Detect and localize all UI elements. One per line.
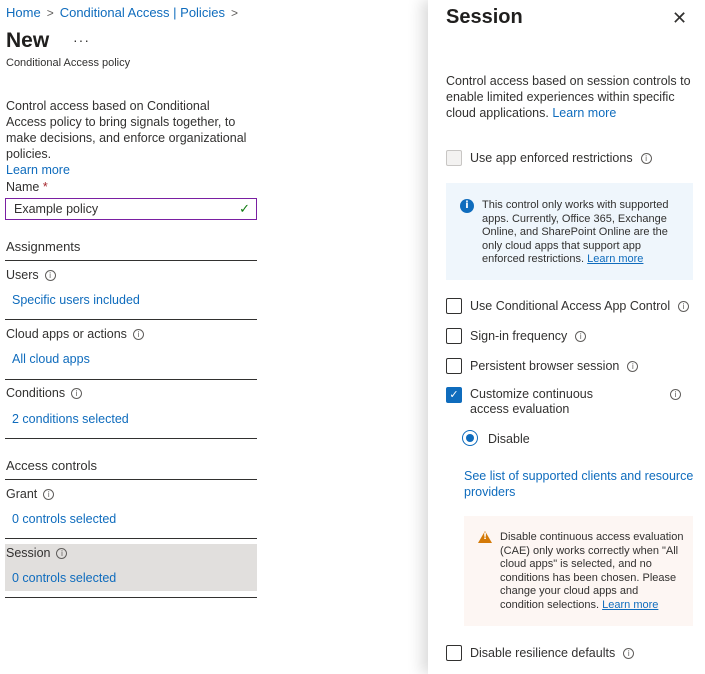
warning-exclamation: ! (483, 532, 488, 542)
disable-radio[interactable] (462, 430, 478, 446)
warning-message-bar (464, 516, 693, 626)
persistent-browser-text: Persistent browser session (470, 359, 620, 373)
info-icon[interactable]: i (670, 389, 681, 400)
cae-label (470, 387, 630, 417)
info-icon[interactable]: i (641, 153, 652, 164)
name-input-value: Example policy (14, 202, 99, 216)
divider (5, 597, 257, 598)
checkmark-icon: ✓ (449, 388, 459, 401)
signin-frequency-label (470, 329, 586, 343)
ca-app-control-text: Use Conditional Access App Control (470, 299, 671, 313)
info-icon[interactable]: i (133, 329, 144, 340)
name-label (6, 180, 48, 194)
cloud-apps-selection-link[interactable]: All cloud apps (12, 352, 90, 366)
panel-learn-more-link[interactable]: Learn more (552, 106, 617, 120)
supported-clients-link[interactable]: See list of supported clients and resource providers (464, 469, 694, 499)
grant-label-text: Grant (6, 487, 38, 501)
info-icon[interactable]: i (43, 489, 54, 500)
info-icon[interactable]: i (45, 270, 56, 281)
session-selection-link[interactable]: 0 controls selected (12, 571, 117, 585)
conditions-label (6, 386, 82, 400)
conditions-selection-link[interactable]: 2 conditions selected (12, 412, 129, 426)
checkmark-icon: ✓ (239, 201, 250, 216)
info-learn-more-link[interactable]: Learn more (587, 253, 644, 265)
divider (5, 260, 257, 261)
name-input[interactable] (5, 198, 257, 220)
divider (5, 479, 257, 480)
session-label (6, 546, 67, 560)
resilience-text: Disable resilience defaults (470, 646, 616, 660)
panel-title: Session (446, 6, 523, 28)
disable-radio-label: Disable (488, 432, 530, 446)
cae-checkbox[interactable] (446, 387, 462, 403)
panel-description (446, 73, 694, 121)
warning-message-text (500, 531, 685, 612)
panel-description-text: Control access based on session controls to enable limited experiences within specific cloud applications. (446, 74, 691, 120)
assignments-heading: Assignments (6, 239, 81, 254)
breadcrumb-policies[interactable]: Conditional Access | Policies (59, 5, 225, 20)
ca-app-control-label (470, 299, 689, 313)
persistent-browser-checkbox[interactable] (446, 358, 462, 374)
info-icon: i (460, 199, 474, 213)
warning-message-body: Disable continuous access evaluation (CAE) only works correctly when "All cloud apps" is selected, and no conditions has been chosen. Please change your cloud apps and condition selections. (500, 531, 684, 611)
ca-app-control-checkbox[interactable] (446, 298, 462, 314)
users-label-text: Users (6, 268, 39, 282)
cae-text: Customize continuous access evaluation (470, 387, 593, 416)
learn-more-link[interactable]: Learn more (6, 163, 70, 177)
breadcrumb (6, 5, 238, 20)
chevron-right-icon: > (46, 5, 54, 20)
grant-label (6, 487, 54, 501)
breadcrumb-home[interactable]: Home (6, 5, 41, 20)
name-label-text: Name (6, 180, 40, 194)
app-enforced-checkbox[interactable] (446, 150, 462, 166)
divider (5, 438, 257, 439)
cloud-apps-label (6, 327, 144, 341)
session-panel (428, 0, 705, 674)
info-icon[interactable]: i (627, 361, 638, 372)
users-label (6, 268, 56, 282)
required-marker: * (42, 180, 48, 194)
conditions-label-text: Conditions (6, 386, 66, 400)
app-enforced-label (470, 151, 652, 165)
signin-frequency-checkbox[interactable] (446, 328, 462, 344)
close-icon[interactable]: ✕ (672, 8, 688, 29)
grant-selection-link[interactable]: 0 controls selected (12, 512, 117, 526)
resilience-checkbox[interactable] (446, 645, 462, 661)
more-options-icon[interactable]: ··· (73, 32, 90, 48)
divider (5, 538, 257, 539)
divider (5, 379, 257, 380)
info-message-text (482, 199, 682, 267)
info-message-body: This control only works with supported apps. Currently, Office 365, Exchange Online, and SharePoint Online are the only cloud apps that support app enforced restrictions. (482, 199, 669, 265)
users-selection-link[interactable]: Specific users included (12, 293, 140, 307)
info-icon[interactable]: i (678, 301, 689, 312)
session-label-text: Session (6, 546, 51, 560)
warning-learn-more-link[interactable]: Learn more (602, 598, 659, 611)
info-icon[interactable]: i (71, 388, 82, 399)
page-description (6, 98, 251, 178)
signin-frequency-text: Sign-in frequency (470, 329, 568, 343)
app-enforced-text: Use app enforced restrictions (470, 151, 633, 165)
resilience-label (470, 646, 634, 660)
page-subtitle: Conditional Access policy (6, 57, 131, 69)
divider (5, 319, 257, 320)
cloud-apps-label-text: Cloud apps or actions (6, 327, 127, 341)
info-message-bar (446, 183, 693, 280)
chevron-right-icon: > (230, 5, 238, 20)
persistent-browser-label (470, 359, 638, 373)
info-icon[interactable]: i (623, 648, 634, 659)
page-title: New (6, 29, 50, 52)
access-controls-heading: Access controls (6, 458, 98, 473)
info-icon[interactable]: i (56, 548, 67, 559)
info-icon[interactable]: i (575, 331, 586, 342)
description-text: Control access based on Conditional Access policy to bring signals together, to make decisions, and enforce organizational policies. (6, 99, 247, 161)
